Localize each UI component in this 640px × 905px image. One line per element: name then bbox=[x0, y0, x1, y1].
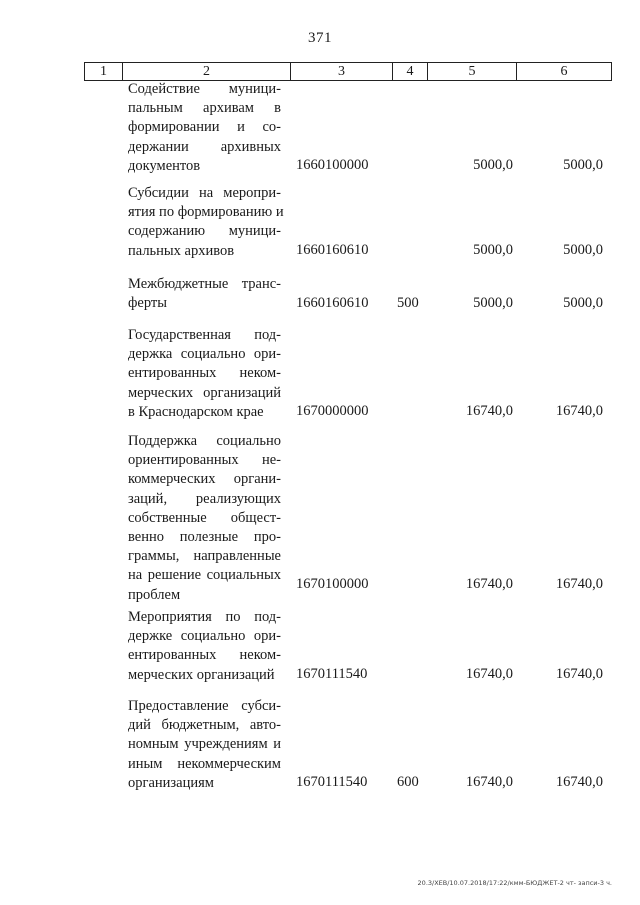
row-sum-col5: 5000,0 bbox=[473, 157, 513, 173]
row-name-line: содержанию муници- bbox=[128, 223, 281, 240]
row-sum-col5: 16740,0 bbox=[465, 774, 513, 790]
row-name-line: Содействие муници- bbox=[128, 81, 281, 97]
row-name bbox=[128, 80, 281, 176]
row-code: 1670000000 bbox=[296, 403, 369, 419]
row-name-line: документов bbox=[128, 157, 201, 174]
row-name-line: венно полезные про- bbox=[128, 529, 281, 546]
row-name-line: собственные общест- bbox=[128, 509, 281, 526]
row-name-line: иным некоммерческим bbox=[128, 755, 281, 772]
row-name-line: держании архивных bbox=[128, 138, 281, 155]
row-name-line: Государственная под- bbox=[128, 327, 281, 343]
row-sum-col5: 16740,0 bbox=[465, 666, 513, 682]
column-number-row bbox=[85, 63, 612, 81]
row-name-line: дий бюджетным, авто- bbox=[128, 717, 281, 734]
row-name-line: коммерческих органи- bbox=[128, 471, 281, 488]
column-number-5: 5 bbox=[428, 63, 517, 81]
row-name-line: Субсидии на меропри- bbox=[128, 185, 281, 201]
row-sum-col6: 16740,0 bbox=[555, 403, 603, 419]
row-name-line: держка социально ори- bbox=[128, 346, 281, 363]
row-name-line: пальных архивов bbox=[128, 242, 235, 259]
row-code: 1660160610 bbox=[296, 242, 369, 258]
row-code: 1670111540 bbox=[296, 666, 368, 682]
column-header-table bbox=[84, 62, 612, 81]
row-sum-col5: 5000,0 bbox=[473, 242, 513, 258]
row-sum-col5: 16740,0 bbox=[465, 576, 513, 592]
row-name bbox=[128, 697, 281, 793]
row-name-line: Межбюджетные транс- bbox=[128, 276, 281, 292]
row-name bbox=[128, 184, 284, 261]
row-name-line: на решение социальных bbox=[128, 567, 281, 584]
column-number-1: 1 bbox=[85, 63, 123, 81]
row-name-line: мерческих организаций bbox=[128, 384, 281, 401]
row-name-line: ентированных неком- bbox=[128, 647, 281, 664]
row-name-line: мерческих организаций bbox=[128, 666, 275, 683]
row-name-line: ферты bbox=[128, 295, 167, 312]
row-type: 600 bbox=[397, 774, 419, 790]
row-name-line: граммы, направленные bbox=[128, 548, 281, 565]
row-name-line: ориентированных не- bbox=[128, 452, 281, 469]
row-name bbox=[128, 275, 281, 313]
row-name-line: ентированных неком- bbox=[128, 365, 281, 382]
page-number: 371 bbox=[308, 30, 332, 46]
row-sum-col6: 16740,0 bbox=[555, 666, 603, 682]
row-name-line: заций, реализующих bbox=[128, 490, 281, 507]
column-number-6: 6 bbox=[517, 63, 612, 81]
row-code: 1660160610 bbox=[296, 295, 369, 311]
row-sum-col5: 5000,0 bbox=[473, 295, 513, 311]
row-sum-col6: 5000,0 bbox=[563, 295, 603, 311]
row-name-line: формировании и со- bbox=[128, 119, 281, 136]
row-name-line: Поддержка социально bbox=[128, 433, 281, 449]
row-name bbox=[128, 432, 281, 605]
row-code: 1660100000 bbox=[296, 157, 369, 173]
row-sum-col6: 5000,0 bbox=[563, 242, 603, 258]
row-name bbox=[128, 608, 281, 685]
column-number-4: 4 bbox=[393, 63, 428, 81]
row-code: 1670111540 bbox=[296, 774, 368, 790]
row-code: 1670100000 bbox=[296, 576, 369, 592]
row-name-line: ятия по формированию и bbox=[128, 204, 284, 221]
row-sum-col6: 5000,0 bbox=[563, 157, 603, 173]
row-name-line: Предоставление субси- bbox=[128, 698, 281, 714]
row-name-line: номным учреждениям и bbox=[128, 736, 281, 753]
row-name bbox=[128, 326, 281, 422]
row-name-line: проблем bbox=[128, 586, 181, 603]
column-number-3: 3 bbox=[291, 63, 393, 81]
row-name-line: держке социально ори- bbox=[128, 628, 281, 645]
row-sum-col5: 16740,0 bbox=[465, 403, 513, 419]
row-name-line: в Краснодарском крае bbox=[128, 403, 264, 420]
row-name-line: организациям bbox=[128, 774, 214, 791]
row-type: 500 bbox=[397, 295, 419, 311]
row-name-line: Мероприятия по под- bbox=[128, 609, 281, 625]
row-sum-col6: 16740,0 bbox=[555, 774, 603, 790]
column-number-2: 2 bbox=[123, 63, 291, 81]
document-footer: 20.3/ХЕВ/10.07.2018/17:22/кмм-БЮДЖЕТ-2 чт- запси-3 ч. bbox=[417, 879, 612, 887]
row-name-line: пальным архивам в bbox=[128, 100, 281, 117]
row-sum-col6: 16740,0 bbox=[555, 576, 603, 592]
